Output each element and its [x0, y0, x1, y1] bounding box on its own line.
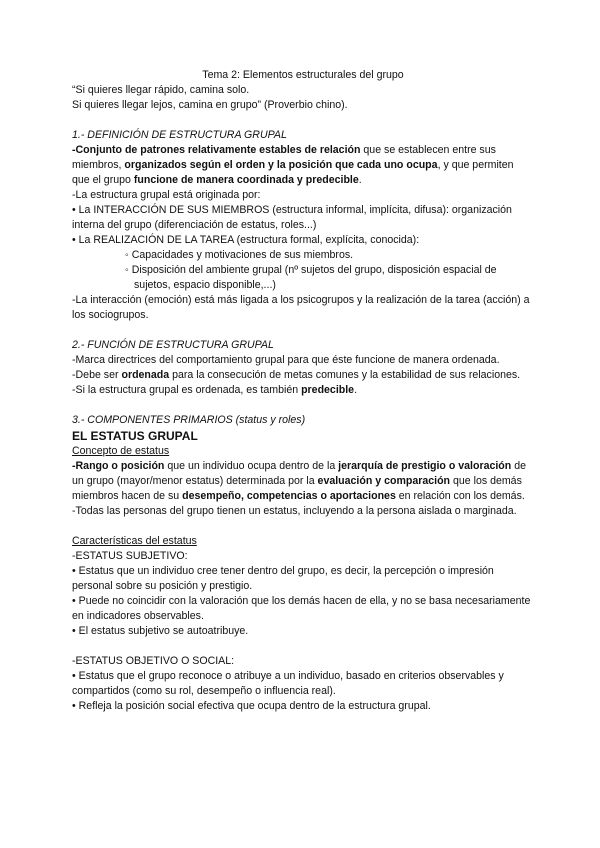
- origin-line: -La estructura grupal está originada por:: [72, 189, 261, 201]
- subjective-bullet-2: • Puede no coincidir con la valoración que los demás hacen de ella, y no se basa necesariamente en indicadores observables.: [72, 595, 531, 622]
- status-heading: EL ESTATUS GRUPAL: [72, 429, 198, 443]
- spacer: [72, 113, 534, 128]
- bold-text: -Conjunto de patrones relativamente estables de relación: [72, 144, 361, 156]
- interaction-note: -La interacción (emoción) está más ligada a los psicogrupos y la realización de la tarea (acción) a los sociogrupos.: [72, 294, 530, 321]
- text: de un grupo (mayor/menor estatus) determinada por la: [72, 460, 526, 487]
- text: , y que permiten que el grupo: [72, 159, 514, 186]
- document-body: [72, 68, 534, 714]
- text: -Si la estructura grupal es ordenada, es también: [72, 384, 302, 396]
- bold-text: ordenada: [121, 369, 170, 381]
- function-line-3: [72, 383, 534, 398]
- bold-text: desempeño, competencias o aportaciones: [182, 490, 396, 502]
- quote-line-2: Si quieres llegar lejos, camina en grupo” (Proverbio chino).: [72, 99, 348, 111]
- section-1-heading: 1.- DEFINICIÓN DE ESTRUCTURA GRUPAL: [72, 129, 287, 141]
- section-3-heading: 3.- COMPONENTES PRIMARIOS (status y roles): [72, 414, 306, 426]
- subjective-bullet-1: • Estatus que un individuo cree tener dentro del grupo, es decir, la percepción o impresión personal sobre su posición y prestigio.: [72, 565, 494, 592]
- function-line-1: -Marca directrices del comportamiento grupal para que éste funcione de manera ordenada.: [72, 354, 500, 366]
- text: .: [358, 174, 362, 186]
- bold-text: organizados según el orden y la posición que cada uno ocupa: [124, 159, 438, 171]
- text: que se establecen entre sus miembros,: [72, 144, 496, 171]
- objective-bullet-1: • Estatus que el grupo reconoce o atribuye a un individuo, basado en criterios observables y compartidos (como su rol, desempeño o influencia real).: [72, 670, 504, 697]
- sub-bullet-capacities: ◦ Capacidades y motivaciones de sus miembros.: [125, 249, 354, 261]
- definition-paragraph: [72, 143, 534, 188]
- spacer: [72, 639, 534, 654]
- bold-text: evaluación y comparación: [317, 475, 451, 487]
- objective-heading: -ESTATUS OBJETIVO O SOCIAL:: [72, 655, 235, 667]
- quote-line-1: “Si quieres llegar rápido, camina solo.: [72, 84, 250, 96]
- function-line-2: [72, 368, 534, 383]
- document-title: Tema 2: Elementos estructurales del grupo: [202, 69, 404, 81]
- section-2-heading: 2.- FUNCIÓN DE ESTRUCTURA GRUPAL: [72, 339, 274, 351]
- bold-text: predecible: [301, 384, 355, 396]
- spacer: [72, 398, 534, 413]
- bullet-task: • La REALIZACIÓN DE LA TAREA (estructura formal, explícita, conocida):: [72, 234, 420, 246]
- bullet-interaction: • La INTERACCIÓN DE SUS MIEMBROS (estructura informal, implícita, difusa): organización interna del grupo (diferenciación de estatus, roles...): [72, 204, 512, 231]
- spacer: [72, 519, 534, 534]
- text: .: [354, 384, 358, 396]
- characteristics-heading: Características del estatus: [72, 535, 197, 547]
- subjective-heading: -ESTATUS SUBJETIVO:: [72, 550, 188, 562]
- concept-heading: Concepto de estatus: [72, 445, 170, 457]
- text: -Debe ser: [72, 369, 122, 381]
- text: en relación con los demás.: [395, 490, 525, 502]
- bold-text: jerarquía de prestigio o valoración: [338, 460, 512, 472]
- concept-note: -Todas las personas del grupo tienen un estatus, incluyendo a la persona aislada o marginada.: [72, 505, 517, 517]
- bold-text: -Rango o posición: [72, 460, 165, 472]
- bold-text: funcione de manera coordinada y predecible: [133, 174, 359, 186]
- concept-paragraph: [72, 459, 534, 504]
- subjective-bullet-3: • El estatus subjetivo se autoatribuye.: [72, 625, 249, 637]
- text: que un individuo ocupa dentro de la: [164, 460, 339, 472]
- objective-bullet-2: • Refleja la posición social efectiva que ocupa dentro de la estructura grupal.: [72, 700, 431, 712]
- sub-bullet-environment: ◦ Disposición del ambiente grupal (nº sujetos del grupo, disposición espacial de sujetos, espacio disponible,...): [125, 264, 497, 291]
- text: para la consecución de metas comunes y la estabilidad de sus relaciones.: [169, 369, 521, 381]
- text: que los demás miembros hacen de su: [72, 475, 522, 502]
- spacer: [72, 323, 534, 338]
